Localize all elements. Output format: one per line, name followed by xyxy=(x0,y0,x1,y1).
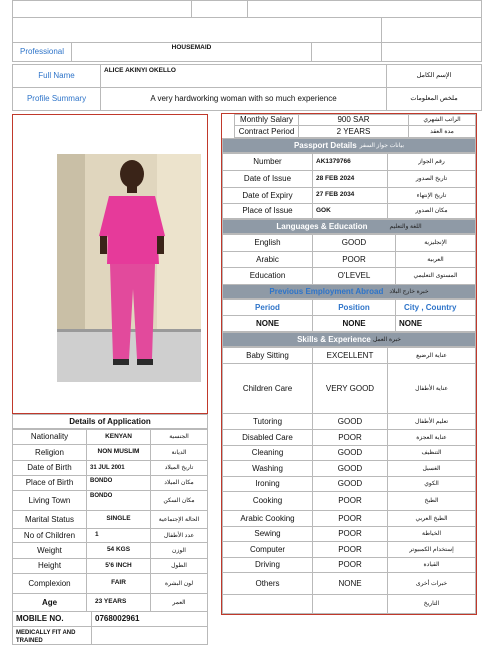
candidate-photo xyxy=(57,154,201,382)
skill-row-value: GOOD xyxy=(312,445,388,461)
summary-label-ar: ملخص المعلومات xyxy=(386,87,482,111)
application-row-ar: الحالة الإجتماعية xyxy=(150,510,208,529)
name-label-ar: الإسم الكامل xyxy=(386,64,482,88)
skill-row-ar: عناية الرضيع xyxy=(387,347,476,364)
application-row-label: Nationality xyxy=(12,429,87,445)
language-row-ar: الإنجليزية xyxy=(395,234,476,252)
passport-row-label: Number xyxy=(222,153,313,171)
application-row-label: Living Town xyxy=(12,490,87,511)
skill-row-value: GOOD xyxy=(312,476,388,492)
skill-row-value: POOR xyxy=(312,510,388,527)
skill-row-ar: الطبخ العربي xyxy=(387,510,476,527)
passport-row-ar: مكان الصدور xyxy=(387,203,476,219)
mobile-value: 0768002961 xyxy=(91,611,208,627)
language-row-label: Education xyxy=(222,267,313,285)
application-row-value: 1 xyxy=(86,528,151,543)
application-row-value: BONDO xyxy=(86,490,151,511)
contract-period-ar: مدة العقد xyxy=(408,125,476,138)
profession-label: Professional xyxy=(12,42,72,62)
employment-header: Position xyxy=(312,299,396,316)
skill-row-value: VERY GOOD xyxy=(312,363,388,414)
skill-row-label: Baby Sitting xyxy=(222,347,313,364)
employment-header: Period xyxy=(222,299,313,316)
passport-row-ar: تاريخ الإنتهاء xyxy=(387,187,476,204)
application-row-ar: عدد الأطفال xyxy=(150,528,208,543)
passport-row-ar: تاريخ الصدور xyxy=(387,170,476,188)
skill-row-ar: القيادة xyxy=(387,557,476,573)
application-row-label: Complexion xyxy=(12,573,87,594)
skill-row-ar: عناية الأطفال xyxy=(387,363,476,414)
skills-extra-empty xyxy=(312,594,388,614)
application-row-label: Height xyxy=(12,558,87,574)
skill-row-value: POOR xyxy=(312,526,388,542)
application-row-ar: العمر xyxy=(150,593,208,612)
header-empty-cell xyxy=(12,0,192,18)
employment-value: NONE xyxy=(222,315,313,332)
skill-row-value: POOR xyxy=(312,491,388,511)
application-row-ar: مكان السكن xyxy=(150,490,208,511)
application-section-header: Details of Application xyxy=(12,414,208,429)
application-row-label: Age xyxy=(12,593,87,612)
passport-row-value: GOK xyxy=(312,203,388,219)
application-row-label: Date of Birth xyxy=(12,460,87,476)
application-row-value: 31 JUL 2001 xyxy=(86,460,151,476)
passport-section-title-ar: بيانات جواز السفر xyxy=(359,142,405,149)
skill-row-value: GOOD xyxy=(312,413,388,430)
application-row-ar: الوزن xyxy=(150,542,208,559)
language-row-value: O'LEVEL xyxy=(312,267,396,285)
skill-row-ar: الغسيل xyxy=(387,460,476,477)
application-row-ar: الديانة xyxy=(150,444,208,461)
application-row-value: NON MUSLIM xyxy=(86,444,151,461)
application-row-ar: مكان الميلاد xyxy=(150,475,208,491)
skill-row-label: Tutoring xyxy=(222,413,313,430)
employment-value: NONE xyxy=(312,315,396,332)
application-row-label: Weight xyxy=(12,542,87,559)
header-empty-cell xyxy=(12,17,382,43)
employment-section-title-ar: خبرة خارج البلاد xyxy=(389,288,429,295)
monthly-salary-value: 900 SAR xyxy=(298,114,409,126)
skill-row-ar: تعليم الأطفال xyxy=(387,413,476,430)
passport-section-title: Passport Details xyxy=(293,140,357,150)
language-row-ar: العربية xyxy=(395,251,476,268)
contract-period-value: 2 YEARS xyxy=(298,125,409,138)
passport-row-ar: رقم الجواز xyxy=(387,153,476,171)
mobile-label: MOBILE NO. xyxy=(12,611,92,627)
skill-row-value: POOR xyxy=(312,557,388,573)
application-row-label: Place of Birth xyxy=(12,475,87,491)
skill-row-value: GOOD xyxy=(312,460,388,477)
skill-row-value: NONE xyxy=(312,572,388,595)
monthly-salary-ar: الراتب الشهري xyxy=(408,114,476,126)
header-empty-cell xyxy=(191,0,248,18)
application-row-value: BONDO xyxy=(86,475,151,491)
skill-row-label: Others xyxy=(222,572,313,595)
skill-row-label: Washing xyxy=(222,460,313,477)
employment-section-header xyxy=(222,284,476,299)
language-row-label: Arabic xyxy=(222,251,313,268)
passport-row-value: 27 FEB 2034 xyxy=(312,187,388,204)
application-row-ar: تاريخ الميلاد xyxy=(150,460,208,476)
header-empty-cell xyxy=(381,17,482,43)
passport-row-label: Date of Expiry xyxy=(222,187,313,204)
application-row-label: No of Children xyxy=(12,528,87,543)
language-row-label: English xyxy=(222,234,313,252)
name-value: ALICE AKINYI OKELLO xyxy=(100,64,387,88)
profession-value: HOUSEMAID xyxy=(71,42,312,62)
passport-section-header xyxy=(222,138,476,153)
candidate-photo-illustration xyxy=(57,154,201,382)
header-empty-cell xyxy=(247,0,482,18)
skills-section-title: Skills & Experience xyxy=(297,334,371,344)
skill-row-ar: خبرات أخرى xyxy=(387,572,476,595)
skills-section-header xyxy=(222,332,476,347)
summary-value: A very hardworking woman with so much experience xyxy=(100,87,387,111)
application-row-ar: لون البشرة xyxy=(150,573,208,594)
contract-period-label: Contract Period xyxy=(234,125,299,138)
skill-row-label: Disabled Care xyxy=(222,429,313,446)
skill-row-label: Arabic Cooking xyxy=(222,510,313,527)
passport-row-label: Date of Issue xyxy=(222,170,313,188)
skill-row-ar: عناية العجزة xyxy=(387,429,476,446)
languages-section-title-ar: اللغة والتعليم xyxy=(389,223,422,230)
application-row-ar: الطول xyxy=(150,558,208,574)
application-row-value: 23 YEARS xyxy=(86,593,151,612)
skills-extra-ar: التاريخ xyxy=(387,594,476,614)
skills-section-title-ar: خبرة العمل xyxy=(372,336,401,343)
skill-row-value: POOR xyxy=(312,541,388,558)
application-row-value: KENYAN xyxy=(86,429,151,445)
application-row-value: SINGLE xyxy=(86,510,151,529)
medical-fit-empty xyxy=(91,626,208,645)
profession-empty xyxy=(311,42,382,62)
skill-row-value: EXCELLENT xyxy=(312,347,388,364)
skills-extra-empty xyxy=(222,594,313,614)
summary-label: Profile Summary xyxy=(12,87,101,111)
application-row-value: FAIR xyxy=(86,573,151,594)
languages-section-title: Languages & Education xyxy=(276,221,368,231)
application-row-ar: الجنسية xyxy=(150,429,208,445)
name-label: Full Name xyxy=(12,64,101,88)
skill-row-label: Driving xyxy=(222,557,313,573)
skill-row-ar: الخياطة xyxy=(387,526,476,542)
skill-row-label: Sewing xyxy=(222,526,313,542)
skill-row-ar: الكوي xyxy=(387,476,476,492)
application-row-label: Marital Status xyxy=(12,510,87,529)
skill-row-ar: إستخدام الكمبيوتر xyxy=(387,541,476,558)
profession-empty xyxy=(381,42,482,62)
language-row-ar: المستوى التعليمي xyxy=(395,267,476,285)
language-row-value: POOR xyxy=(312,251,396,268)
skill-row-value: POOR xyxy=(312,429,388,446)
passport-row-value: 28 FEB 2024 xyxy=(312,170,388,188)
passport-row-label: Place of Issue xyxy=(222,203,313,219)
skill-row-label: Cooking xyxy=(222,491,313,511)
employment-value: NONE xyxy=(395,315,476,332)
monthly-salary-label: Monthly Salary xyxy=(234,114,299,126)
application-row-value: 54 KGS xyxy=(86,542,151,559)
skill-row-label: Computer xyxy=(222,541,313,558)
skill-row-label: Ironing xyxy=(222,476,313,492)
skill-row-ar: الطبخ xyxy=(387,491,476,511)
passport-row-value: AK1379766 xyxy=(312,153,388,171)
languages-section-header xyxy=(222,219,476,234)
employment-header: City , Country xyxy=(395,299,476,316)
employment-section-title: Previous Employment Abroad xyxy=(269,286,384,296)
language-row-value: GOOD xyxy=(312,234,396,252)
medical-fit-label: MEDICALLY FIT AND TRAINED xyxy=(12,626,92,645)
application-row-value: 5'6 INCH xyxy=(86,558,151,574)
skill-row-ar: التنظيف xyxy=(387,445,476,461)
skill-row-label: Cleaning xyxy=(222,445,313,461)
application-row-label: Religion xyxy=(12,444,87,461)
skill-row-label: Children Care xyxy=(222,363,313,414)
